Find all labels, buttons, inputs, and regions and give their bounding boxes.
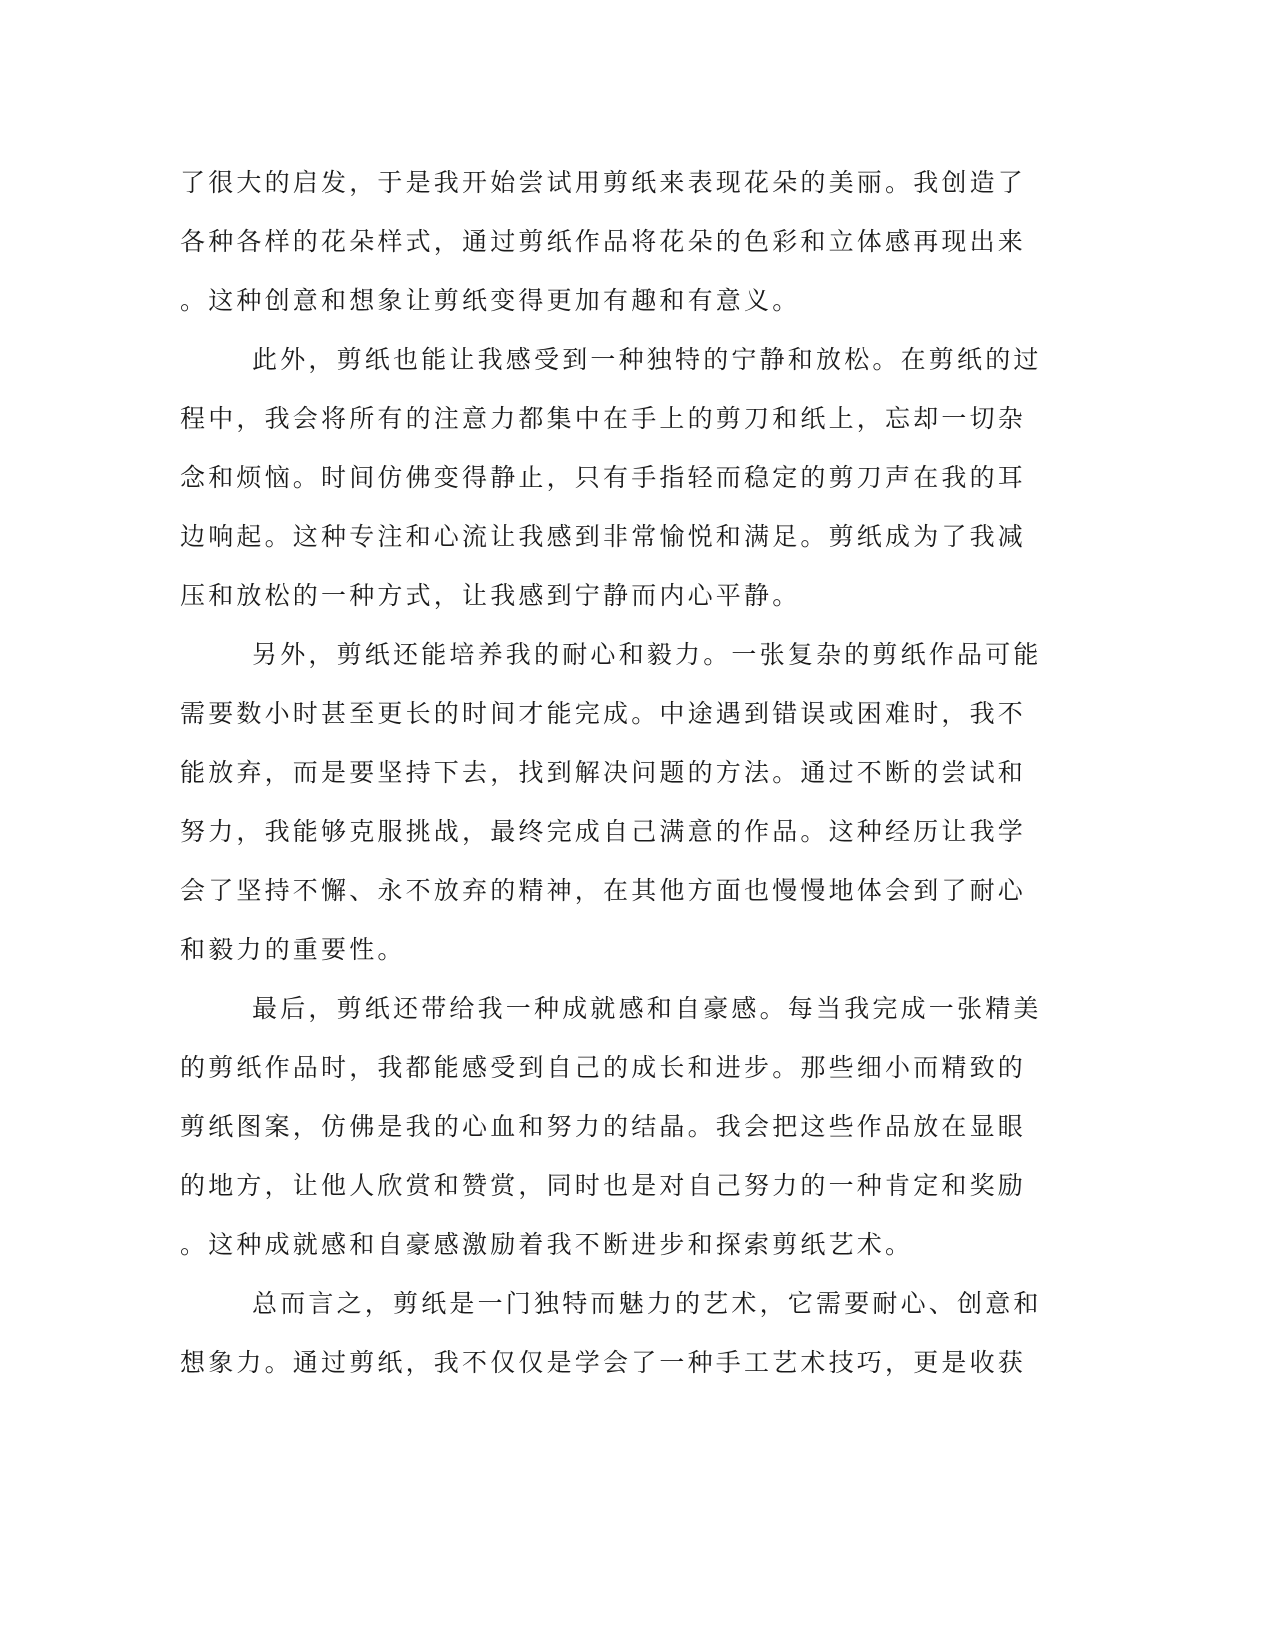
text-line: 能放弃，而是要坚持下去，找到解决问题的方法。通过不断的尝试和 <box>180 758 1027 787</box>
text-line: 的剪纸作品时，我都能感受到自己的成长和进步。那些细小而精致的 <box>180 1053 1027 1082</box>
text-line: 努力，我能够克服挑战，最终完成自己满意的作品。这种经历让我学 <box>180 817 1027 846</box>
paragraph-first-line: 总而言之，剪纸是一门独特而魅力的艺术，它需要耐心、创意和 <box>252 1289 1042 1318</box>
body-text <box>180 153 1040 1392</box>
text-line: 想象力。通过剪纸，我不仅仅是学会了一种手工艺术技巧，更是收获 <box>180 1348 1027 1377</box>
text-line: 压和放松的一种方式，让我感到宁静而内心平静。 <box>180 581 801 610</box>
text-line: 的地方，让他人欣赏和赞赏，同时也是对自己努力的一种肯定和奖励 <box>180 1171 1027 1200</box>
paragraph-first-line: 最后，剪纸还带给我一种成就感和自豪感。每当我完成一张精美 <box>252 994 1042 1023</box>
text-line: 会了坚持不懈、永不放弃的精神，在其他方面也慢慢地体会到了耐心 <box>180 876 1027 905</box>
text-line: 剪纸图案，仿佛是我的心血和努力的结晶。我会把这些作品放在显眼 <box>180 1112 1027 1141</box>
text-line: 。这种创意和想象让剪纸变得更加有趣和有意义。 <box>180 286 801 315</box>
text-line: 。这种成就感和自豪感激励着我不断进步和探索剪纸艺术。 <box>180 1230 914 1259</box>
text-line: 各种各样的花朵样式，通过剪纸作品将花朵的色彩和立体感再现出来 <box>180 227 1027 256</box>
text-line: 和毅力的重要性。 <box>180 935 406 964</box>
text-line: 程中，我会将所有的注意力都集中在手上的剪刀和纸上，忘却一切杂 <box>180 404 1027 433</box>
text-line: 了很大的启发，于是我开始尝试用剪纸来表现花朵的美丽。我创造了 <box>180 168 1027 197</box>
text-line: 念和烦恼。时间仿佛变得静止，只有手指轻而稳定的剪刀声在我的耳 <box>180 463 1027 492</box>
paragraph-first-line: 此外，剪纸也能让我感受到一种独特的宁静和放松。在剪纸的过 <box>252 345 1042 374</box>
text-line: 需要数小时甚至更长的时间才能完成。中途遇到错误或困难时，我不 <box>180 699 1027 728</box>
paragraph-first-line: 另外，剪纸还能培养我的耐心和毅力。一张复杂的剪纸作品可能 <box>252 640 1042 669</box>
text-line: 边响起。这种专注和心流让我感到非常愉悦和满足。剪纸成为了我减 <box>180 522 1027 551</box>
